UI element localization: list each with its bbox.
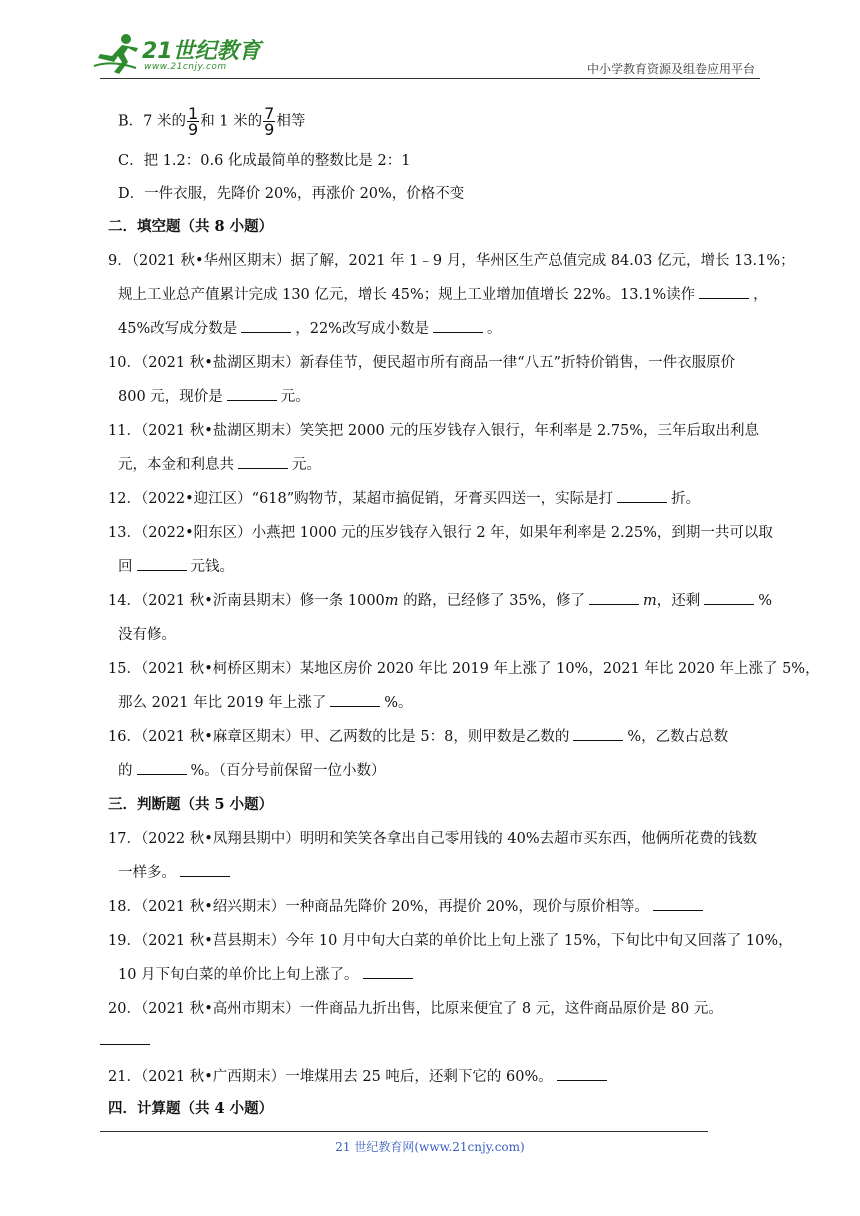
answer-blank[interactable] [241,318,291,333]
answer-blank[interactable] [699,284,749,299]
answer-blank[interactable] [137,760,187,775]
question-17-line-1: 17．（2022 秋•凤翔县期中）明明和笑笑各拿出自己零用钱的 40%去超市买东西，他俩所花费的钱数 [108,831,758,847]
section-true-false: 三．判断题（共 5 小题） [108,796,274,813]
question-15-line-2: 那么 2021 年比 2019 年上涨了 %。 [118,692,413,714]
answer-blank[interactable] [137,556,187,571]
question-18: 18．（2021 秋•绍兴期末）一种商品先降价 20%，再提价 20%，现价与原价相等。 [108,896,707,918]
answer-blank[interactable] [617,488,667,503]
question-20: 20．（2021 秋•高州市期末）一件商品九折出售，比原来便宜了 8 元，这件商品原价是 80 元。 [108,1001,723,1017]
question-19-line-2: 10 月下旬白菜的单价比上旬上涨了。 [118,964,417,986]
answer-blank[interactable] [363,964,413,979]
answer-blank[interactable] [653,896,703,911]
question-11-line-1: 11．（2021 秋•盐湖区期末）笑笑把 2000 元的压岁钱存入银行，年利率是 2.75%，三年后取出利息 [108,423,760,439]
site-logo[interactable] [92,32,262,78]
runner-logo-icon [92,32,142,76]
fraction-seven-ninths: $\frac{7}{9}$ [264,104,275,139]
question-9-line-1: 9．（2021 秋•华州区期末）据了解，2021 年 1﹣9 月，华州区生产总值完成 84.03 亿元，增长 13.1%； [108,253,795,269]
answer-blank[interactable] [589,590,639,605]
question-9-line-2: 规上工业总产值累计完成 130 亿元，增长 45%；规上工业增加值增长 22%。13.1%读作 ， [118,284,768,306]
question-15-line-1: 15．（2021 秋•柯桥区期末）某地区房价 2020 年比 2019 年上涨了 10%，2021 年比 2020 年上涨了 5%， [108,661,820,677]
question-13-line-1: 13．（2022•阳东区）小燕把 1000 元的压岁钱存入银行 2 年，如果年利率是 2.25%，到期一共可以取 [108,525,773,541]
question-21: 21．（2021 秋•广西期末）一堆煤用去 25 吨后，还剩下它的 60%。 [108,1066,611,1088]
header-divider [100,78,760,79]
footer-link[interactable]: 21 世纪教育网(www.21cnjy.com) [335,1140,525,1154]
logo-url: www.21cnjy.com [144,62,227,72]
option-c: C．把 1.2：0.6 化成最简单的整数比是 2：1 [118,153,411,169]
option-d: D．一件衣服，先降价 20%，再涨价 20%，价格不变 [118,186,465,202]
answer-blank[interactable] [227,386,277,401]
question-20-answer [108,1030,154,1052]
answer-blank[interactable] [433,318,483,333]
answer-blank[interactable] [573,726,623,741]
footer-divider [100,1131,708,1132]
question-14-line-1: 14．（2021 秋•沂南县期末）修一条 1000m 的路，已经修了 35%，修了 m，还剩 % [108,590,772,612]
option-b: B．7 米的 $\frac{1}{9}$ 和 1 米的 $\frac{7}{9}$ 相等 [118,104,306,139]
answer-blank[interactable] [180,862,230,877]
answer-blank[interactable] [557,1066,607,1081]
answer-blank[interactable] [238,454,288,469]
question-9-line-3: 45%改写成分数是 ，22%改写成小数是 。 [118,318,501,340]
fraction-one-ninth: $\frac{1}{9}$ [188,104,199,139]
question-17-line-2: 一样多。 [118,862,234,884]
question-16-line-2: 的 %。（百分号前保留一位小数） [118,760,386,782]
question-11-line-2: 元，本金和利息共 元。 [118,454,321,476]
answer-blank[interactable] [704,590,754,605]
question-14-line-2: 没有修。 [118,627,176,643]
question-13-line-2: 回 元钱。 [118,556,234,578]
answer-blank[interactable] [100,1030,150,1045]
question-12: 12．（2022•迎江区）“618”购物节，某超市搞促销，牙膏买四送一，实际是打 折。 [108,488,700,510]
logo-text: 21世纪教育 [142,39,261,64]
question-10-line-2: 800 元，现价是 元。 [118,386,310,408]
answer-blank[interactable] [330,692,380,707]
question-10-line-1: 10．（2021 秋•盐湖区期末）新春佳节，便民超市所有商品一律“八五”折特价销售，一件衣服原价 [108,355,736,371]
platform-name: 中小学教育资源及组卷应用平台 [586,62,755,76]
question-16-line-1: 16．（2021 秋•麻章区期末）甲、乙两数的比是 5：8，则甲数是乙数的 %，乙数占总数 [108,726,728,748]
question-19-line-1: 19．（2021 秋•莒县期末）今年 10 月中旬大白菜的单价比上旬上涨了 15%，下旬比中旬又回落了 10%， [108,933,793,949]
section-calculation: 四．计算题（共 4 小题） [108,1100,274,1117]
section-fill-in: 二．填空题（共 8 小题） [108,218,274,235]
page-header [0,0,860,90]
